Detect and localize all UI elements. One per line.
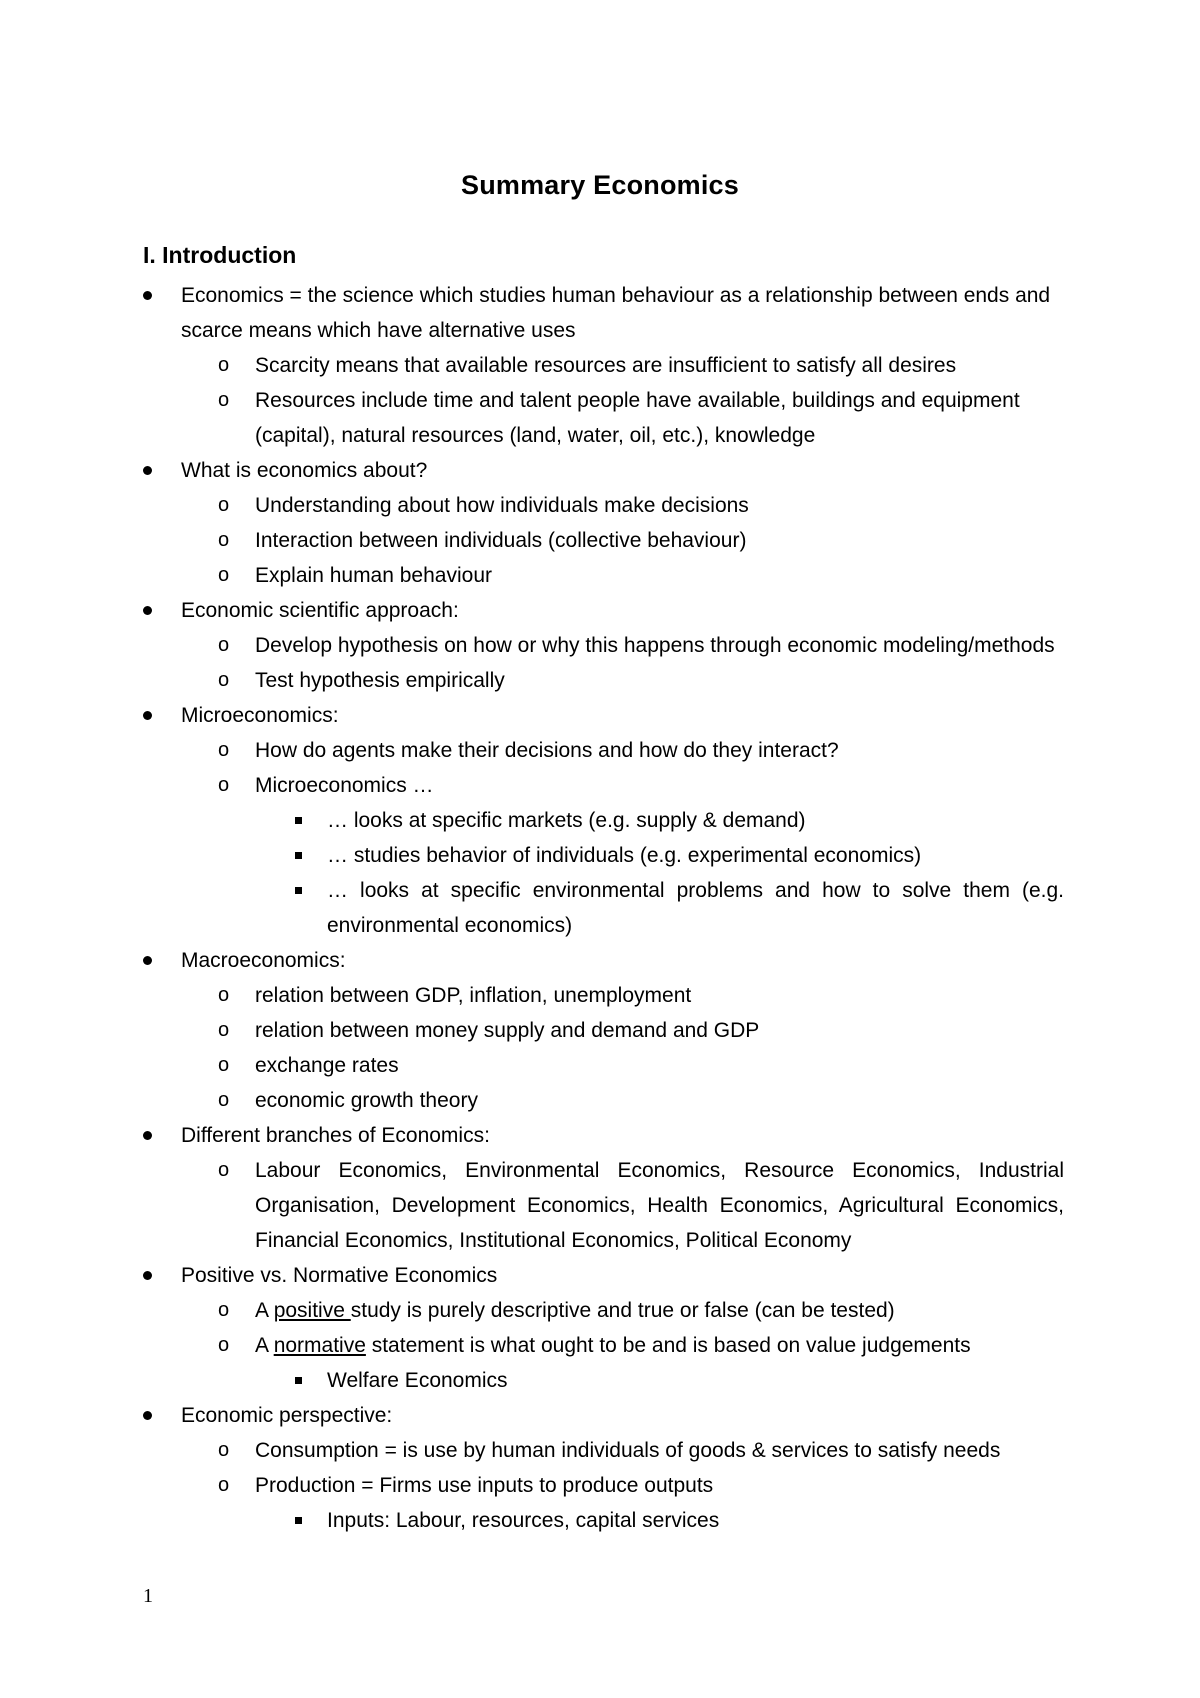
square-bullet-icon <box>291 873 321 908</box>
list-item-text: Production = Firms use inputs to produce outputs <box>255 1474 714 1497</box>
list-item <box>143 1118 1064 1258</box>
list-item <box>217 1468 1064 1538</box>
list-item <box>143 698 1064 943</box>
section-heading: I. Introduction <box>143 242 297 268</box>
circle-bullet-icon: o <box>218 354 230 376</box>
square-bullet-icon <box>291 1503 321 1538</box>
list-item <box>217 1328 1064 1398</box>
sub-list <box>217 978 1064 1118</box>
bullet-icon <box>143 1118 173 1153</box>
circle-bullet-icon: o <box>218 739 230 761</box>
list-item-text: Welfare Economics <box>327 1369 508 1392</box>
list-item <box>291 1503 1064 1538</box>
circle-bullet-icon: o <box>218 1439 230 1461</box>
circle-bullet-icon: o <box>218 1474 230 1496</box>
list-item <box>291 1363 1064 1398</box>
list-item <box>291 803 1064 838</box>
bullet-icon <box>143 593 173 628</box>
list-item-text: Economic perspective: <box>181 1404 393 1427</box>
square-bullet-icon <box>291 1363 321 1398</box>
list-item <box>217 663 1064 698</box>
page-number: 1 <box>143 1585 153 1607</box>
list-item <box>143 1398 1064 1538</box>
bullet-icon <box>143 453 173 488</box>
list-item-text: Interaction between individuals (collective behaviour) <box>255 529 747 552</box>
list-item <box>217 1153 1064 1258</box>
list-item-text: Macroeconomics: <box>181 949 346 972</box>
list-item <box>143 278 1064 453</box>
list-item <box>217 348 1064 383</box>
list-item-text: Labour Economics, Environmental Economics, Resource Economics, Industrial Organisation, Development Economics, Health Economics, Agricultural Economics, Financial Economics, Institutional Economics, Political Economy <box>255 1159 1064 1252</box>
sub-list <box>217 488 1064 593</box>
bullet-icon <box>143 943 173 978</box>
list-item-text: A positive study is purely descriptive and true or false (can be tested) <box>255 1299 895 1322</box>
circle-bullet-icon: o <box>218 1159 230 1181</box>
bullet-icon <box>143 1398 173 1433</box>
list-item-text: … studies behavior of individuals (e.g. experimental economics) <box>327 844 922 867</box>
list-item-text: How do agents make their decisions and how do they interact? <box>255 739 839 762</box>
bullet-list <box>143 278 1064 1538</box>
circle-bullet-icon: o <box>218 1089 230 1111</box>
list-item-text: Develop hypothesis on how or why this happens through economic modeling/methods <box>255 634 1055 657</box>
list-item-text: Different branches of Economics: <box>181 1124 490 1147</box>
list-item <box>217 733 1064 768</box>
list-item-text: Inputs: Labour, resources, capital services <box>327 1509 720 1532</box>
list-item-text: relation between GDP, inflation, unemployment <box>255 984 692 1007</box>
sub-list <box>217 733 1064 943</box>
sub-list <box>217 628 1064 698</box>
list-item-text: Economic scientific approach: <box>181 599 459 622</box>
circle-bullet-icon: o <box>218 984 230 1006</box>
list-item-text: A normative statement is what ought to be and is based on value judgements <box>255 1334 971 1357</box>
list-item-text: Positive vs. Normative Economics <box>181 1264 498 1287</box>
list-item-text: Microeconomics … <box>255 774 434 797</box>
sub-sub-list <box>291 1503 1064 1538</box>
document-title: Summary Economics <box>460 170 739 200</box>
list-item-text: economic growth theory <box>255 1089 478 1112</box>
list-item <box>217 383 1064 453</box>
bullet-icon <box>143 278 173 313</box>
square-bullet-icon <box>291 803 321 838</box>
list-item-text: … looks at specific environmental problems and how to solve them (e.g. environmental economics) <box>327 879 1064 937</box>
list-item <box>291 838 1064 873</box>
sub-list <box>217 1153 1064 1258</box>
list-item-text: … looks at specific markets (e.g. supply & demand) <box>327 809 806 832</box>
sub-sub-list <box>291 803 1064 943</box>
list-item <box>217 1013 1064 1048</box>
list-item-text: Scarcity means that available resources are insufficient to satisfy all desires <box>255 354 957 377</box>
circle-bullet-icon: o <box>218 669 230 691</box>
sub-list <box>217 1293 1064 1398</box>
sub-list <box>217 1433 1064 1538</box>
list-item-text: Test hypothesis empirically <box>255 669 505 692</box>
list-item <box>217 978 1064 1013</box>
list-item <box>217 1083 1064 1118</box>
list-item <box>217 1048 1064 1083</box>
list-item <box>143 453 1064 593</box>
list-item <box>217 488 1064 523</box>
square-bullet-icon <box>291 838 321 873</box>
circle-bullet-icon: o <box>218 1019 230 1041</box>
list-item-text: Resources include time and talent people have available, buildings and equipment (capital), natural resources (land, water, oil, etc.), knowledge <box>255 389 1020 447</box>
list-item <box>217 1293 1064 1328</box>
list-item-text: What is economics about? <box>181 459 428 482</box>
list-item <box>217 1433 1064 1468</box>
bullet-icon <box>143 1258 173 1293</box>
bullet-icon <box>143 698 173 733</box>
circle-bullet-icon: o <box>218 564 230 586</box>
sub-list <box>217 348 1064 453</box>
circle-bullet-icon: o <box>218 1334 230 1356</box>
list-item <box>217 628 1064 663</box>
list-item-text: relation between money supply and demand and GDP <box>255 1019 760 1042</box>
list-item <box>143 1258 1064 1398</box>
circle-bullet-icon: o <box>218 389 230 411</box>
list-item <box>291 873 1064 943</box>
circle-bullet-icon: o <box>218 634 230 656</box>
list-item-text: exchange rates <box>255 1054 399 1077</box>
list-item <box>217 768 1064 943</box>
circle-bullet-icon: o <box>218 774 230 796</box>
list-item-text: Microeconomics: <box>181 704 339 727</box>
list-item <box>143 943 1064 1118</box>
list-item-text: Economics = the science which studies human behaviour as a relationship between ends and scarce means which have alternative uses <box>181 284 1051 342</box>
circle-bullet-icon: o <box>218 1054 230 1076</box>
circle-bullet-icon: o <box>218 1299 230 1321</box>
circle-bullet-icon: o <box>218 529 230 551</box>
circle-bullet-icon: o <box>218 494 230 516</box>
list-item <box>217 523 1064 558</box>
sub-sub-list <box>291 1363 1064 1398</box>
list-item <box>143 593 1064 698</box>
list-item <box>217 558 1064 593</box>
list-item-text: Understanding about how individuals make decisions <box>255 494 749 517</box>
list-item-text: Consumption = is use by human individuals of goods & services to satisfy needs <box>255 1439 1001 1462</box>
list-item-text: Explain human behaviour <box>255 564 492 587</box>
underlined-term: positive <box>273 1299 351 1322</box>
document-body <box>143 278 1064 1538</box>
underlined-term: normative <box>273 1334 366 1357</box>
